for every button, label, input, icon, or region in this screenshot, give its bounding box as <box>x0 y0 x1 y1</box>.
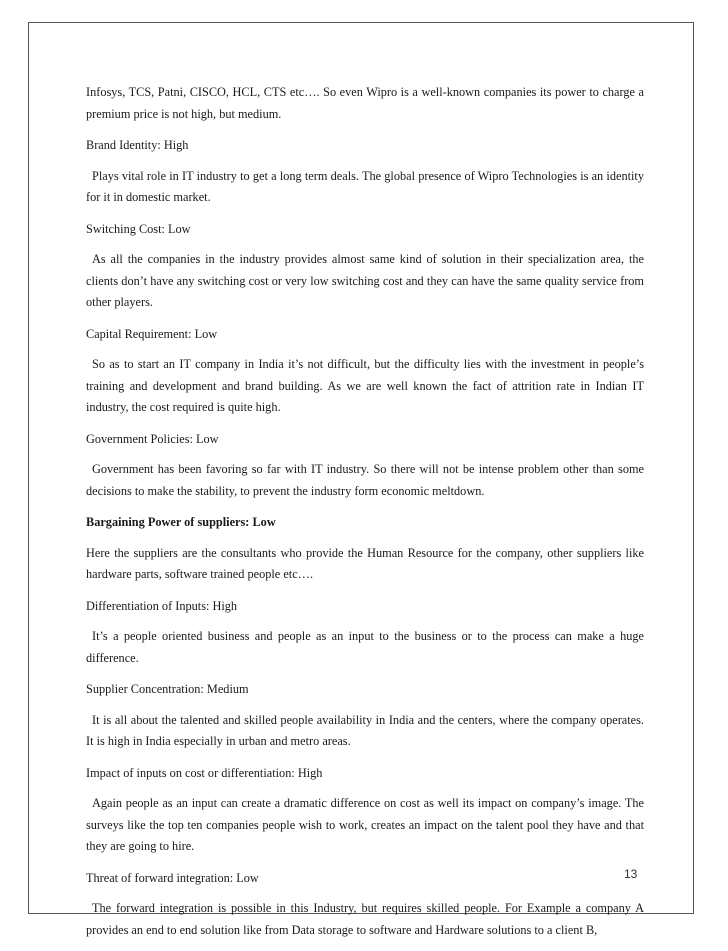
heading-bargaining-power-suppliers: Bargaining Power of suppliers: Low <box>86 515 276 529</box>
heading-brand-identity: Brand Identity: High <box>86 138 189 152</box>
heading-switching-cost: Switching Cost: Low <box>86 221 191 236</box>
heading-government-policies: Government Policies: Low <box>86 431 219 446</box>
paragraph-impact-of-inputs: Again people as an input can create a dramatic difference on cost as well its impact on company’s image. The surveys like the top ten companies people wish to work, creates an impact on the talent pool they have and that they are going to hire. <box>86 796 644 853</box>
page-number: 13 <box>624 867 638 881</box>
paragraph-suppliers: Here the suppliers are the consultants who provide the Human Resource for the company, other suppliers like hardware parts, software trained people etc…. <box>86 545 644 581</box>
heading-differentiation-inputs: Differentiation of Inputs: High <box>86 598 238 613</box>
paragraph-differentiation-inputs: It’s a people oriented business and people as an input to the business or to the process can make a huge difference. <box>86 629 644 665</box>
paragraph-government-policies: Government has been favoring so far with IT industry. So there will not be intense problem other than some decisions to make the stability, to prevent the industry form economic meltdown. <box>86 462 644 498</box>
paragraph-supplier-concentration: It is all about the talented and skilled people availability in India and the centers, where the company operates. It is high in India especially in urban and metro areas. <box>86 712 644 748</box>
heading-capital-requirement: Capital Requirement: Low <box>86 326 218 341</box>
paragraph-capital-requirement: So as to start an IT company in India it’s not difficult, but the difficulty lies with the investment in people’s training and development and brand building. As we are well known the fact of attrition rate in Indian IT industry, the cost required is quite high. <box>86 357 644 414</box>
paragraph-brand-identity: Plays vital role in IT industry to get a long term deals. The global presence of Wipro Technologies is an identity for it in domestic market. <box>86 168 644 204</box>
paragraph-premium-price: Infosys, TCS, Patni, CISCO, HCL, CTS etc…. So even Wipro is a well-known companies its power to charge a premium price is not high, but medium. <box>86 85 644 121</box>
paragraph-switching-cost: As all the companies in the industry provides almost same kind of solution in their specialization area, the clients don’t have any switching cost or very low switching cost and they can have the same quality service from other players. <box>86 252 644 309</box>
paragraph-forward-integration: The forward integration is possible in this Industry, but requires skilled people. For Example a company A provides an end to end solution like from Data storage to software and Hardware solutions to a client B, <box>86 901 644 937</box>
heading-forward-integration: Threat of forward integration: Low <box>86 870 259 885</box>
heading-supplier-concentration: Supplier Concentration: Medium <box>86 682 249 696</box>
document-body <box>86 82 644 951</box>
heading-impact-of-inputs: Impact of inputs on cost or differentiation: High <box>86 765 323 780</box>
